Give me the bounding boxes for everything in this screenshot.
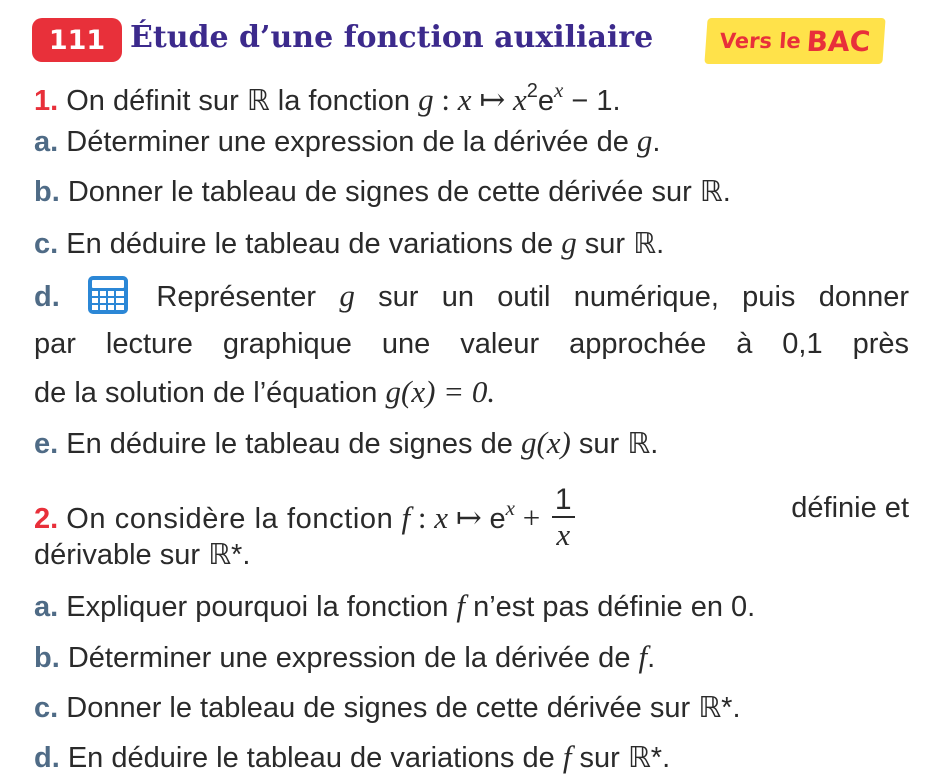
q2-var-x: x	[434, 500, 448, 535]
q1-var-x: x	[457, 82, 472, 117]
q2-d	[34, 739, 909, 776]
q2-b-end: .	[647, 642, 656, 674]
q1-exponent-2: 2	[526, 80, 538, 102]
q1-b	[34, 174, 909, 210]
q2-line2-text: dérivable sur ℝ*.	[34, 539, 251, 571]
q1-intro: On définit sur ℝ la fonction	[66, 85, 411, 117]
q1-statement	[34, 72, 909, 119]
q1-d-equation: g(x) = 0.	[385, 374, 496, 409]
exercise-number-badge: 111	[32, 18, 122, 62]
exercise-title: Étude d’une fonction auxiliaire	[130, 20, 654, 55]
q1-a-text: Déterminer une expression de la dérivée de	[66, 126, 629, 158]
q2-colon: :	[410, 500, 435, 535]
q1-colon: :	[433, 82, 458, 117]
q1-mapsto: ↦	[471, 82, 513, 117]
q1-d-label: d.	[34, 281, 60, 313]
q2-mapsto: ↦	[447, 500, 490, 535]
q2-d-var: f	[562, 739, 572, 774]
q1-d-var: g	[339, 278, 355, 313]
q2-frac-denominator: x	[556, 517, 571, 553]
q2-a	[34, 588, 909, 625]
exercise-header	[32, 10, 912, 66]
q1-a-label: a.	[34, 126, 59, 158]
q1-x-squared-base: x	[512, 82, 527, 117]
q1-d-line3	[34, 374, 909, 411]
q2-func-f: f	[401, 500, 411, 535]
q1-e-var: g(x)	[520, 425, 571, 460]
q1-d-text1a: Représenter	[156, 281, 316, 313]
calculator-icon	[87, 275, 129, 315]
vers-le-bac-badge	[704, 18, 885, 64]
q1-e-label: e.	[34, 428, 59, 460]
q1-c-end: sur ℝ.	[584, 228, 665, 260]
q2-d-label: d.	[34, 742, 60, 774]
q2-c-label: c.	[34, 692, 59, 724]
bac-badge-prefix: Vers le	[718, 29, 802, 53]
q1-d-text2: par lecture graphique une valeur approchée à 0,1 près	[34, 328, 909, 360]
q1-a-var: g	[636, 123, 653, 158]
q2-a-text2: n’est pas définie en 0.	[473, 591, 756, 623]
q2-b-var: f	[638, 639, 648, 674]
q1-c	[34, 225, 909, 262]
q1-e-end: sur ℝ.	[578, 428, 659, 460]
q1-c-label: c.	[34, 228, 59, 260]
q1-c-var: g	[561, 225, 577, 260]
q2-c-text: Donner le tableau de signes de cette dérivée sur ℝ*.	[66, 692, 741, 724]
bac-badge-main: BAC	[805, 24, 872, 58]
q1-d-text3: de la solution de l’équation	[34, 377, 378, 409]
q1-d-line2	[34, 326, 909, 362]
q2-a-text1: Expliquer pourquoi la fonction	[66, 591, 449, 623]
q1-number: 1.	[34, 85, 59, 117]
q2-frac-numerator: 1	[552, 484, 575, 518]
q2-line2	[34, 537, 909, 573]
q1-e	[34, 425, 909, 462]
q2-number: 2.	[34, 503, 59, 535]
q2-a-label: a.	[34, 591, 59, 623]
q1-c-text: En déduire le tableau de variations de	[66, 228, 554, 260]
q1-exp-e: e	[537, 85, 554, 117]
q1-d-text1b: sur un outil numérique, puis donner	[378, 281, 909, 313]
q2-exponent-x: x	[505, 496, 515, 520]
q1-d-line1	[34, 278, 909, 318]
q1-e-text: En déduire le tableau de signes de	[66, 428, 513, 460]
q2-b-label: b.	[34, 642, 60, 674]
q2-a-var: f	[456, 588, 466, 623]
q2-exp-e: e	[489, 503, 506, 535]
q1-a	[34, 123, 909, 160]
q1-b-text: Donner le tableau de signes de cette dérivée sur ℝ.	[67, 176, 731, 208]
q2-b-text: Déterminer une expression de la dérivée de	[67, 642, 631, 674]
q2-intro: On considère la fonction	[66, 503, 394, 535]
q2-plus: +	[514, 500, 548, 535]
q1-func-g: g	[418, 82, 434, 117]
q1-exponent-x: x	[553, 78, 564, 102]
q1-minus-one: − 1.	[563, 85, 621, 117]
q2-c	[34, 690, 909, 726]
q1-b-label: b.	[34, 176, 60, 208]
q2-d-end: sur ℝ*.	[579, 742, 671, 774]
q1-a-end: .	[652, 126, 661, 158]
q2-b	[34, 639, 909, 676]
q2-d-text: En déduire le tableau de variations de	[67, 742, 555, 774]
q2-after: définie et	[791, 492, 909, 524]
